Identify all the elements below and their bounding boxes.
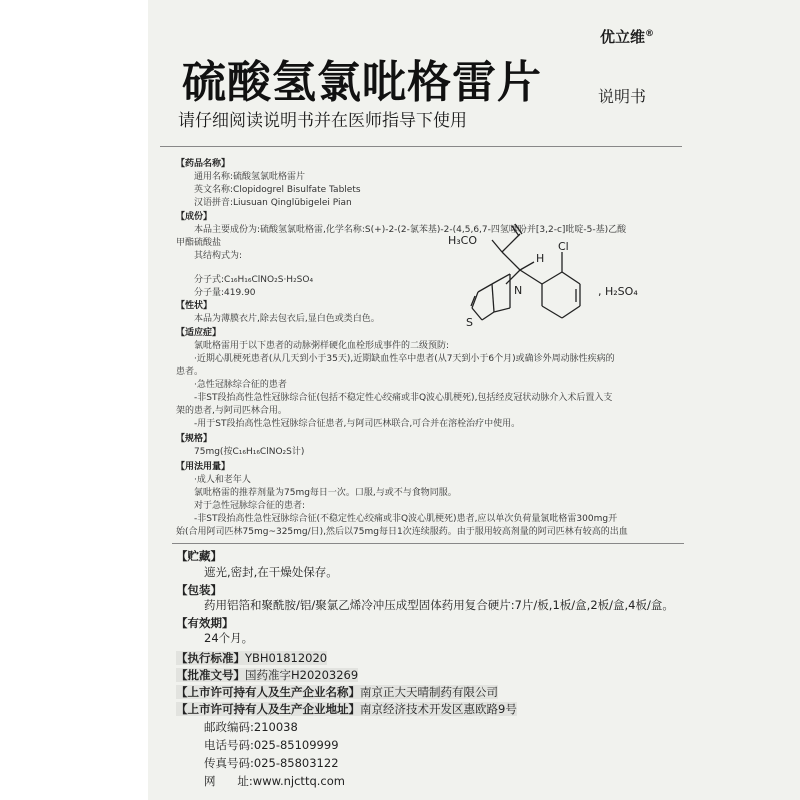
indications-intro: 氯吡格雷用于以下患者的动脉粥样硬化血栓形成事件的二级预防: [194, 341, 450, 351]
molecular-formula: 分子式:C₁₆H₁₆ClNO₂S·H₂SO₄ [194, 275, 314, 285]
section-holder: 【上市许可持有人及生产企业名称】南京正大天晴制药有限公司 [176, 685, 498, 699]
description-text: 本品为薄膜衣片,除去包衣后,显白色或类白色。 [194, 314, 380, 324]
section-address: 【上市许可持有人及生产企业地址】南京经济技术开发区惠欧路9号 [176, 702, 517, 716]
spec-text: 75mg(按C₁₆H₁₆ClNO₂S计) [194, 447, 305, 457]
section-validity: 【有效期】 [176, 616, 234, 630]
fax-number: 传真号码:025-85803122 [204, 756, 339, 770]
formula-chlorine-label: Cl [558, 240, 569, 253]
generic-name: 通用名称:硫酸氢氯吡格雷片 [194, 172, 306, 182]
section-storage: 【贮藏】 [176, 549, 222, 563]
package-text: 药用铝箔和聚酰胺/铝/聚氯乙烯冷冲压成型固体药用复合硬片:7片/板,1板/盒,2板/盒,4板/盒。 [204, 598, 674, 612]
usage-instruction: 请仔细阅读说明书并在医师指导下使用 [178, 111, 467, 131]
pinyin-name: 汉语拼音:Liusuan Qinglübigelei Pian [194, 198, 352, 208]
indications-line1: ·近期心肌梗死患者(从几天到小于35天),近期缺血性卒中患者(从7天到小于6个月)或确诊外周动脉性疾病的 [194, 354, 615, 364]
brand-name: 优立维® [600, 28, 655, 46]
formula-sulfur-label: S [466, 316, 473, 329]
structural-formula [430, 212, 670, 342]
structure-label: 其结构式为: [194, 251, 243, 261]
validity-text: 24个月。 [204, 631, 254, 645]
section-package: 【包装】 [176, 583, 222, 597]
english-name: 英文名称:Clopidogrel Bisulfate Tablets [194, 185, 361, 195]
section-composition-heading: 【成份】 [176, 212, 213, 222]
postcode: 邮政编码:210038 [204, 720, 298, 734]
header-divider [160, 146, 682, 147]
section-dosage-heading: 【用法用量】 [176, 462, 231, 472]
dosage-line1: ·成人和老年人 [194, 475, 251, 485]
section-approval: 【批准文号】国药准字H20203269 [176, 668, 359, 682]
section-drug-name-heading: 【药品名称】 [176, 159, 231, 169]
document-title: 硫酸氢氯吡格雷片 [182, 57, 542, 108]
registered-mark: ® [645, 29, 655, 39]
formula-hydrogen-label: H [536, 252, 545, 265]
molecular-weight: 分子量:419.90 [194, 288, 256, 298]
section-spec-heading: 【规格】 [176, 434, 213, 444]
section-indications-heading: 【适应症】 [176, 328, 222, 338]
mid-divider [172, 543, 684, 544]
indications-line6: -用于ST段抬高性急性冠脉综合征患者,与阿司匹林联合,可合并在溶栓治疗中使用。 [194, 419, 521, 429]
phone-number: 电话号码:025-85109999 [204, 738, 339, 752]
storage-text: 遮光,密封,在干燥处保存。 [204, 565, 338, 579]
indications-line3: ·急性冠脉综合征的患者 [194, 380, 287, 390]
formula-methoxy-label: H₃CO [448, 234, 478, 247]
dosage-line4: -非ST段抬高性急性冠脉综合征(不稳定性心绞痛或非Q波心肌梗死)患者,应以单次负荷量氯吡格雷300mg开 [194, 514, 618, 524]
formula-nitrogen-label: N [514, 284, 523, 297]
section-standard: 【执行标准】YBH01812020 [176, 651, 328, 665]
composition-line2: 甲酯硫酸盐 [176, 238, 222, 248]
document-subtitle: 说明书 [598, 87, 647, 106]
dosage-line5: 始(合用阿司匹林75mg~325mg/日),然后以75mg每日1次连续服药。由于服用较高剂量的阿司匹林有较高的出血 [176, 527, 628, 537]
indications-line5: 架的患者,与阿司匹林合用。 [176, 406, 287, 416]
composition-line1: 本品主要成份为:硫酸氢氯吡格雷,化学名称:S(+)-2-(2-氯苯基)-2-(4,5,6,7-四氢噻吩并[3,2-c]吡啶-5-基)乙酸 [194, 225, 627, 235]
dosage-line3: 对于急性冠脉综合征的患者: [194, 501, 306, 511]
indications-line2: 患者。 [176, 367, 204, 377]
formula-salt-label: , H₂SO₄ [598, 285, 638, 298]
indications-line4: -非ST段抬高性急性冠脉综合征(包括不稳定性心绞痛或非Q波心肌梗死),包括经皮冠状动脉介入术后置入支 [194, 393, 613, 403]
dosage-line2: 氯吡格雷的推荐剂量为75mg每日一次。口服,与或不与食物同服。 [194, 488, 457, 498]
section-description-heading: 【性状】 [176, 301, 213, 311]
website: 网 址:www.njcttq.com [204, 774, 345, 788]
